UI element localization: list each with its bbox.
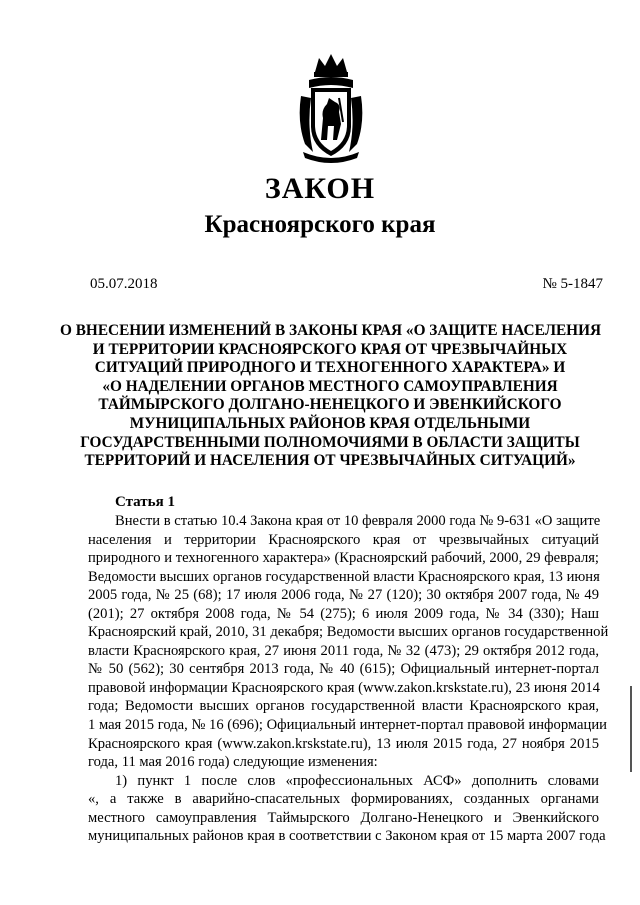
body-line: 2005 года, № 25 (68); 17 июля 2006 года, № 27 (120); 30 октября 2007 года, № 49 [88,587,599,604]
law-subtitle: Красноярского края [204,211,436,238]
body-line: Красноярского края (www.zakon.krskstate.ru), 13 июля 2015 года, 27 ноября 2015 [88,735,599,752]
heading-line: О ВНЕСЕНИИ ИЗМЕНЕНИЙ В ЗАКОНЫ КРАЯ «О ЗАЩИТЕ НАСЕЛЕНИЯ [60,322,602,339]
body-line: природного и техногенного характера» (Красноярский рабочий, 2000, 29 февраля; [88,550,599,567]
body-line: (201); 27 октября 2008 года, № 54 (275); 6 июля 2009 года, № 34 (330); Наш [88,605,599,622]
body-line: власти Красноярского края, 27 июня 2011 года, № 32 (473); 29 октября 2012 года, [88,642,599,659]
heading-line: МУНИЦИПАЛЬНЫХ РАЙОНОВ КРАЯ ОТДЕЛЬНЫМИ [129,414,531,432]
heading-line: И ТЕРРИТОРИИ КРАСНОЯРСКОГО КРАЯ ОТ ЧРЕЗВЫЧАЙНЫХ [92,340,568,358]
article-title: Статья 1 [115,494,175,510]
body-line: правовой информации Красноярского края (www.zakon.krskstate.ru), 23 июня 2014 [88,679,600,696]
body-line: года, 11 мая 2016 года) следующие изменения: [88,754,378,771]
heading-line: «О НАДЕЛЕНИИ ОРГАНОВ МЕСТНОГО САМОУПРАВЛЕНИЯ [102,377,558,395]
scan-edge-mark [630,686,632,772]
document-number: № 5-1847 [542,276,603,292]
body-line: 1) пункт 1 после слов «профессиональных АСФ» дополнить словами [115,772,599,789]
heading-line: СИТУАЦИЙ ПРИРОДНОГО И ТЕХНОГЕННОГО ХАРАКТЕРА» И [94,359,566,377]
law-heading [60,322,600,471]
body-line: «, а также в аварийно-спасательных формированиях, созданных органами [88,791,599,808]
body-line: муниципальных районов края в соответствии с Законом края от 15 марта 2007 года [88,828,606,845]
body-line: Ведомости высших органов государственной власти Красноярского края, 13 июня [88,568,600,585]
body-line: года; Ведомости высших органов государственной власти Красноярского края, [88,698,599,715]
body-line: местного самоуправления Таймырского Долгано-Ненецкого и Эвенкийского [88,809,599,826]
document-date: 05.07.2018 [90,276,158,292]
body-line: № 50 (562); 30 сентября 2013 года, № 40 (615); Официальный интернет-портал [88,661,599,678]
body-line: населения и территории Красноярского края от чрезвычайных ситуаций [88,531,599,548]
heading-line: ГОСУДАРСТВЕННЫМИ ПОЛНОМОЧИЯМИ В ОБЛАСТИ ЗАЩИТЫ [80,433,580,451]
heading-line: ТАЙМЫРСКОГО ДОЛГАНО-НЕНЕЦКОГО И ЭВЕНКИЙСКОГО [98,396,562,414]
article-body [88,512,609,846]
body-line: Красноярский край, 2010, 31 декабря; Ведомости высших органов государственной [88,624,609,641]
body-line: 1 мая 2015 года, № 16 (696); Официальный интернет-портал правовой информации [88,717,607,734]
coat-of-arms-icon [295,52,367,164]
body-line: Внести в статью 10.4 Закона края от 10 февраля 2000 года № 9-631 «О защите [115,513,601,529]
law-title: ЗАКОН [264,172,376,205]
heading-line: ТЕРРИТОРИЙ И НАСЕЛЕНИЯ ОТ ЧРЕЗВЫЧАЙНЫХ СИТУАЦИЙ» [84,452,576,470]
